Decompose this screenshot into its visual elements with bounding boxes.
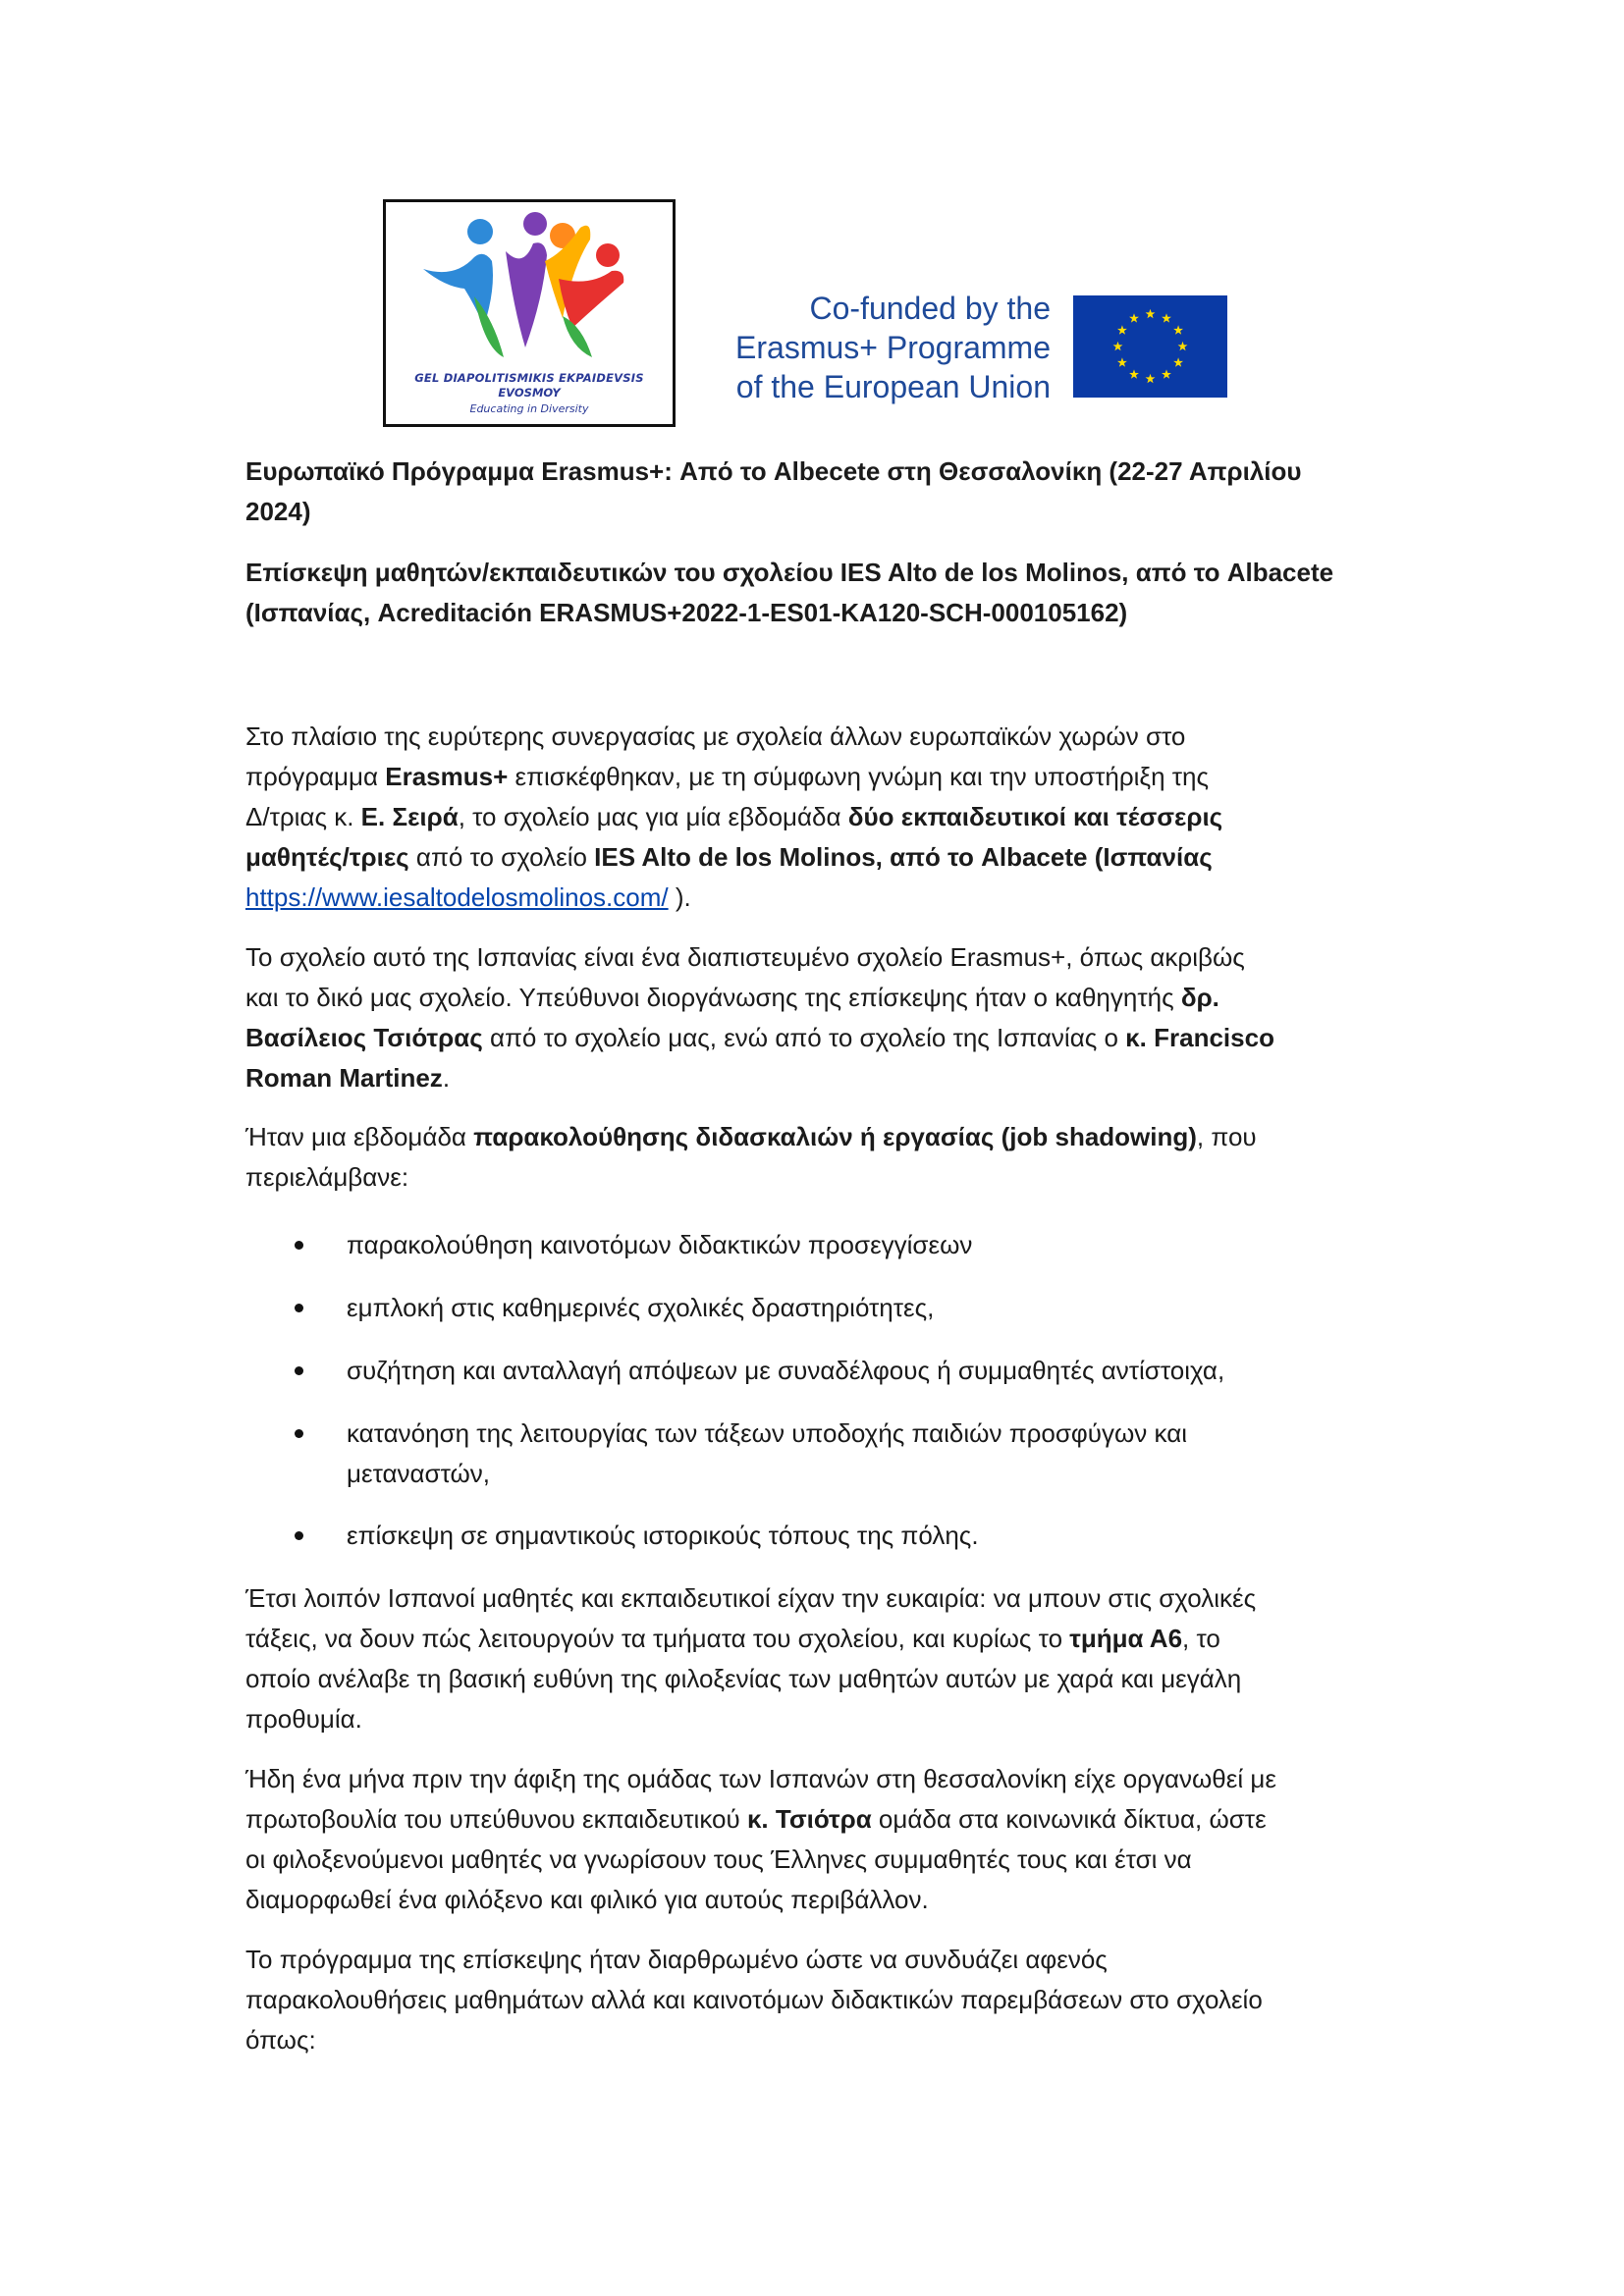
paragraph-opportunity [245,1578,1394,1739]
text-line [245,1759,1394,1799]
text-run: Έτσι λοιπόν Ισπανοί μαθητές και εκπαιδευτικοί είχαν την ευκαιρία: να μπουν στις σχολικές [245,1583,1257,1613]
list-item-text: μεταναστών, [347,1459,491,1488]
text-run: οι φιλοξενούμενοι μαθητές να γνωρίσουν τους Έλληνες συμμαθητές τους και έτσι να [245,1844,1192,1874]
text-run: προθυμία. [245,1704,362,1734]
text-line [245,797,1394,837]
text-run: πρωτοβουλία του υπεύθυνου εκπαιδευτικού [245,1804,747,1834]
logo-text-school: GEL DIAPOLITISMIKIS EKPAIDEVSIS [414,371,644,385]
cofunded-line: Erasmus+ Programme [735,330,1051,365]
text-run: ). [668,882,691,912]
text-line [245,2020,1394,2060]
cofunded-text [707,289,1051,406]
bold-text: τμήμα Α6 [1069,1624,1183,1653]
text-run: οποίο ανέλαβε τη βασική ευθύνη της φιλοξενίας των μαθητών αυτών με χαρά και μεγάλη [245,1664,1242,1693]
text-line [245,1980,1394,2020]
text-run: ομάδα στα κοινωνικά δίκτυα, ώστε [871,1804,1267,1834]
paragraph-job-shadowing [245,1117,1394,1198]
bold-text: κ. Τσιότρα [746,1804,872,1834]
text-line [245,757,1394,797]
subtitle-line: (Ισπανίας, Acreditación ERASMUS+2022-1-ES01-KA120-SCH-000105162) [245,598,1128,627]
text-run: πρόγραμμα [245,762,386,791]
list-item-text: κατανόηση της λειτουργίας των τάξεων υποδοχής παιδιών προσφύγων και [347,1418,1188,1448]
bold-text: Βασίλειος Τσιότρας [245,1023,483,1052]
text-run: Ήταν μια εβδομάδα [245,1122,474,1151]
text-run: , που [1196,1122,1257,1151]
text-run: περιελάμβανε: [245,1162,409,1192]
text-line [245,1157,1394,1198]
text-line [245,1018,1394,1058]
text-run: όπως: [245,2025,316,2055]
logo-text-area: EVOSMOY [498,386,561,400]
list-item-text: συζήτηση και ανταλλαγή απόψεων με συναδέλφους ή συμμαθητές αντίστοιχα, [347,1356,1225,1385]
text-run: . [442,1063,451,1093]
text-run: επισκέφθηκαν, με τη σύμφωνη γνώμη και την υποστήριξη της [508,762,1210,791]
cofunded-line: Co-funded by the [809,291,1051,326]
text-run: και το δικό μας σχολείο. Υπεύθυνοι διοργάνωσης της επίσκεψης ήταν ο καθηγητής [245,983,1181,1012]
text-run: Δ/τριας κ. [245,802,361,831]
paragraph-school [245,937,1394,1098]
text-line [245,1659,1394,1699]
paragraph-intro [245,717,1394,918]
title-line: Ευρωπαϊκό Πρόγραμμα Erasmus+: Από το Albecete στη Θεσσαλονίκη (22-27 Απριλίου [245,456,1302,486]
bold-text: Roman Martinez [245,1063,443,1093]
people-figures-icon [415,210,647,367]
text-line [245,1940,1394,1980]
bullet-icon [295,1531,303,1540]
list-item-text: επίσκεψη σε σημαντικούς ιστορικούς τόπους της πόλης. [347,1521,979,1550]
text-run: από το σχολείο [408,842,595,872]
list-item-text: παρακολούθηση καινοτόμων διδακτικών προσεγγίσεων [347,1230,973,1259]
paragraph-program [245,1940,1394,2060]
bold-text: δύο εκπαιδευτικοί και τέσσερις [847,802,1223,831]
title-line: 2024) [245,497,311,526]
text-run: Στο πλαίσιο της ευρύτερης συνεργασίας με σχολεία άλλων ευρωπαϊκών χωρών στο [245,721,1186,751]
text-line [245,1840,1394,1880]
subtitle-line: Επίσκεψη μαθητών/εκπαιδευτικών του σχολείου IES Alto de los Molinos, από το Albacete [245,558,1334,587]
text-line [245,1619,1394,1659]
cofunded-line: of the European Union [735,369,1051,404]
text-line [245,1880,1394,1920]
bold-text: IES Alto de los Molinos, από το Albacete (Ισπανίας [594,842,1213,872]
bold-text: δρ. [1180,983,1219,1012]
school-website-link[interactable]: https://www.iesaltodelosmolinos.com/ [245,882,669,912]
list-item-text: εμπλοκή στις καθημερινές σχολικές δραστηριότητες, [347,1293,935,1322]
text-line [245,1578,1394,1619]
text-line [245,878,1394,918]
bold-text: παρακολούθησης διδασκαλιών ή εργασίας (job shadowing) [473,1122,1197,1151]
bold-text: Ε. Σειρά [360,802,459,831]
text-run: από το σχολείο μας, ενώ από το σχολείο της Ισπανίας ο [482,1023,1126,1052]
logo-text-motto: Educating in Diversity [469,402,589,415]
bullet-icon [295,1304,303,1312]
paragraph-social-group [245,1759,1394,1920]
text-run: Το πρόγραμμα της επίσκεψης ήταν διαρθρωμένο ώστε να συνδυάζει αφενός [245,1945,1108,1974]
text-run: τάξεις, να δουν πώς λειτουργούν τα τμήματα του σχολείου, και κυρίως το [245,1624,1070,1653]
text-run: , το [1182,1624,1220,1653]
text-line [245,717,1394,757]
text-line [245,1117,1394,1157]
bullet-icon [295,1366,303,1375]
text-run: Ήδη ένα μήνα πριν την άφιξη της ομάδας των Ισπανών στη θεσσαλονίκη είχε οργανωθεί με [245,1764,1276,1793]
text-line [245,978,1394,1018]
bullet-icon [295,1429,303,1438]
eu-flag-icon [1073,295,1227,398]
bold-text: κ. Francisco [1125,1023,1274,1052]
text-run: Το σχολείο αυτό της Ισπανίας είναι ένα διαπιστευμένο σχολείο Erasmus+, όπως ακριβώς [245,942,1245,972]
text-run: παρακολουθήσεις μαθημάτων αλλά και καινοτόμων διδακτικών παρεμβάσεων στο σχολείο [245,1985,1263,2014]
document-title [245,452,1394,532]
text-line [245,1058,1394,1098]
text-run: διαμορφωθεί ένα φιλόξενο και φιλικό για αυτούς περιβάλλον. [245,1885,929,1914]
bold-text: Erasmus+ [385,762,509,791]
text-run: , το σχολείο μας για μία εβδομάδα [458,802,848,831]
text-line [245,937,1394,978]
bold-text: μαθητές/τριες [245,842,409,872]
bullet-icon [295,1241,303,1250]
school-logo [383,199,676,427]
document-subtitle [245,553,1394,633]
text-line [245,837,1394,878]
text-line [245,1799,1394,1840]
text-line [245,1699,1394,1739]
